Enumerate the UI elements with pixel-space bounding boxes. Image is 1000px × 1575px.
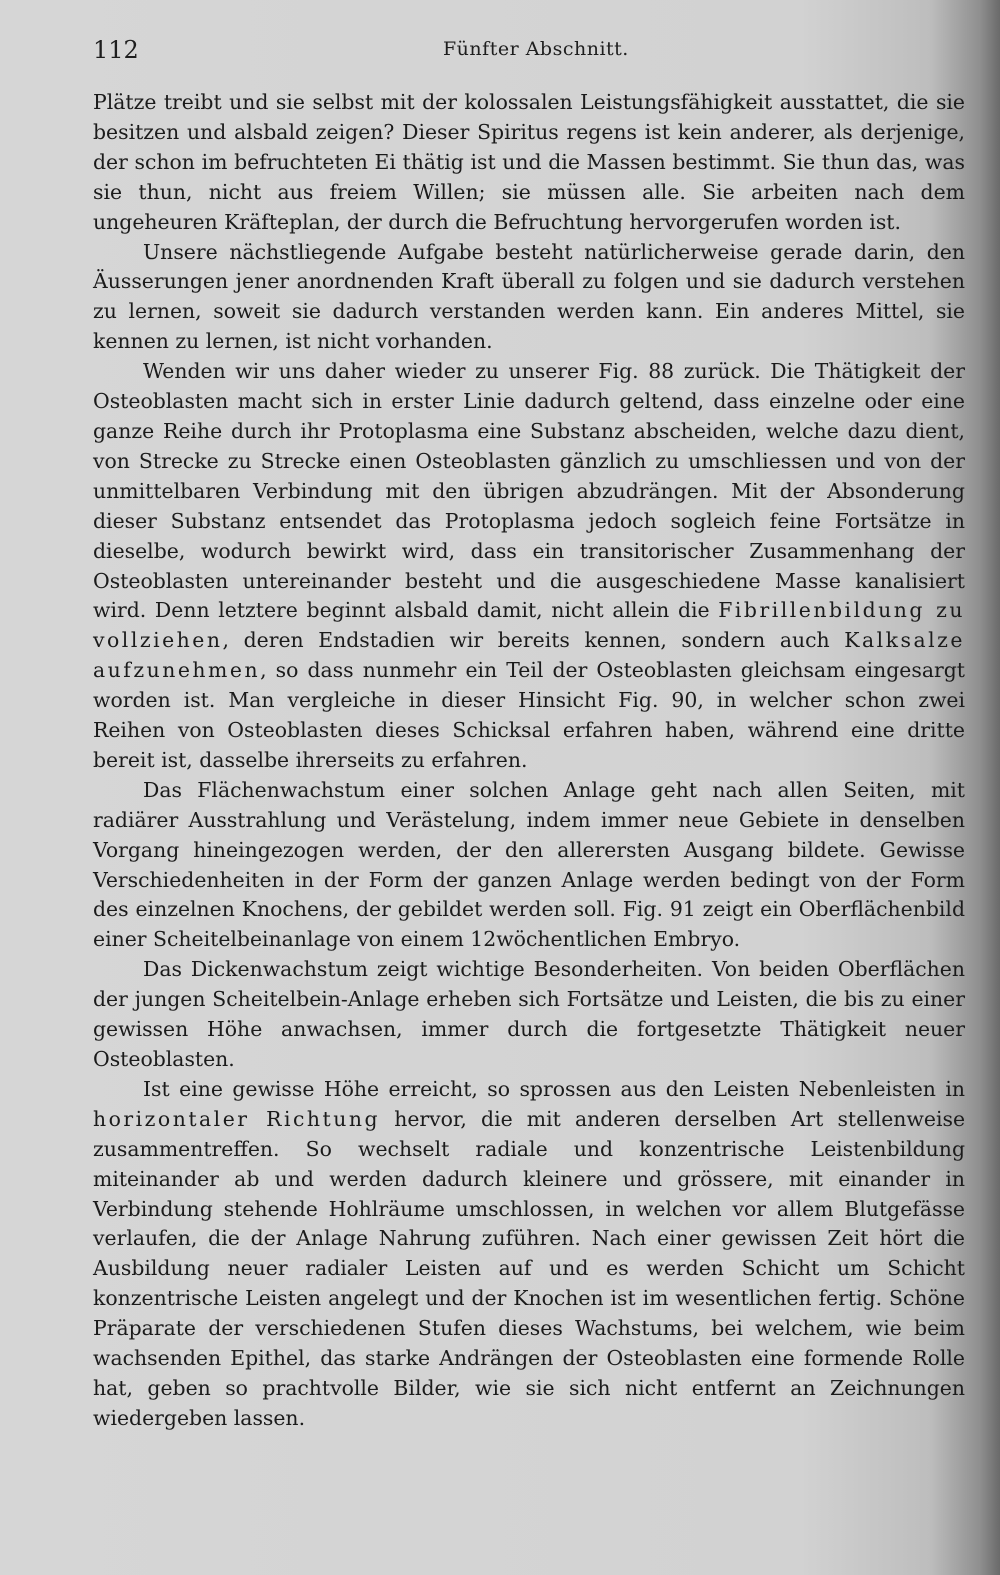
text-run: Unsere nächstliegende Aufgabe besteht natürlicherweise gerade darin, den Äusserungen jener anordnenden Kraft überall zu folgen und sie dadurch verstehen zu lernen, soweit sie dadurch verstanden werden kann. Ein anderes Mittel, sie kennen zu lernen, ist nicht vorhanden.: [93, 239, 965, 354]
text-run: Plätze treibt und sie selbst mit der kolossalen Leistungsfähigkeit ausstattet, die sie besitzen und alsbald zeigen? Dieser Spiritus regens ist kein anderer, als derjenige, der schon im befruchteten Ei thätig ist und die Massen bestimmt. Sie thun das, was sie thun, nicht aus freiem Willen; sie müssen alle. Sie arbeiten nach dem ungeheuren Kräfteplan, der durch die Befruchtung hervorgerufen worden ist.: [93, 90, 965, 234]
paragraph-3: [93, 357, 965, 776]
text-run: Das Dickenwachstum zeigt wichtige Besonderheiten. Von beiden Oberflächen der jungen Scheitelbein-Anlage erheben sich Fortsätze und Leisten, die bis zu einer gewissen Höhe anwachsen, immer durch die fortgesetzte Thätigkeit neuer Osteoblasten.: [93, 957, 965, 1071]
paragraph-1: [93, 88, 965, 238]
page-number: 112: [93, 36, 139, 64]
text-run: , deren Endstadien wir bereits kennen, sondern auch: [222, 628, 845, 653]
paragraph-4: [93, 776, 965, 955]
text-run: Wenden wir uns daher wieder zu unserer Fig. 88 zurück. Die Thätigkeit der Osteoblasten macht sich in erster Linie dadurch geltend, dass einzelne oder eine ganze Reihe durch ihr Protoplasma eine Substanz abscheiden, welche dazu dient, von Strecke zu Strecke einen Osteoblasten gänzlich zu umschliessen und von der unmittelbaren Verbindung mit den übrigen abzudrängen. Mit der Absonderung dieser Substanz entsendet das Protoplasma jedoch sogleich feine Fortsätze in dieselbe, wodurch bewirkt wird, dass ein transitorischer Zusammenhang der Osteoblasten untereinander besteht und die ausgeschiedene Masse kanalisiert wird. Denn letztere beginnt alsbald damit, nicht allein die: [93, 359, 965, 623]
paragraph-5: [93, 955, 965, 1075]
text-run: hervor, die mit anderen derselben Art stellenweise zusammentreffen. So wechselt radiale und konzentrische Leistenbildung miteinander ab und werden dadurch kleinere und grössere, mit einander in Verbindung stehende Hohlräume umschlossen, in welchen vor allem Blutgefässe verlaufen, die der Anlage Nahrung zuführen. Nach einer gewissen Zeit hört die Ausbildung neuer radialer Leisten auf und es werden Schicht um Schicht konzentrische Leisten angelegt und der Knochen ist im wesentlichen fertig. Schöne Präparate der verschiedenen Stufen dieses Wachstums, bei welchem, wie beim wachsenden Epithel, das starke Andrängen der Osteoblasten eine formende Rolle hat, geben so prachtvolle Bilder, wie sie sich nicht entfernt an Zeichnungen wiedergeben lassen.: [93, 1106, 966, 1430]
body-text: [93, 88, 965, 1434]
paragraph-2: [93, 238, 965, 358]
text-run: Ist eine gewisse Höhe erreicht, so sprossen aus den Leisten Nebenleisten in: [143, 1076, 965, 1101]
paragraph-6: [93, 1075, 965, 1434]
spaced-emphasis: horizontaler Richtung: [93, 1106, 381, 1131]
spaced-emphasis: Kalksalze aufzunehmen: [93, 628, 965, 683]
running-title: Fünfter Abschnitt.: [443, 38, 629, 60]
spaced-emphasis: Fibrillenbildung zu vollziehen: [93, 598, 966, 653]
text-run: , so dass nunmehr ein Teil der Osteoblasten gleichsam eingesargt worden ist. Man vergleiche in dieser Hinsicht Fig. 90, in welcher schon zwei Reihen von Osteoblasten dieses Schicksal erfahren haben, während eine dritte bereit ist, dasselbe ihrerseits zu erfahren.: [93, 658, 965, 772]
page-header: [93, 36, 963, 68]
text-run: Das Flächenwachstum einer solchen Anlage geht nach allen Seiten, mit radiärer Ausstrahlung und Verästelung, indem immer neue Gebiete in denselben Vorgang hineingezogen werden, der den allerersten Ausgang bildete. Gewisse Verschiedenheiten in der Form der ganzen Anlage werden bedingt von der Form des einzelnen Knochens, der gebildet werden soll. Fig. 91 zeigt ein Oberflächenbild einer Scheitelbeinanlage von einem 12wöchentlichen Embryo.: [93, 777, 965, 952]
